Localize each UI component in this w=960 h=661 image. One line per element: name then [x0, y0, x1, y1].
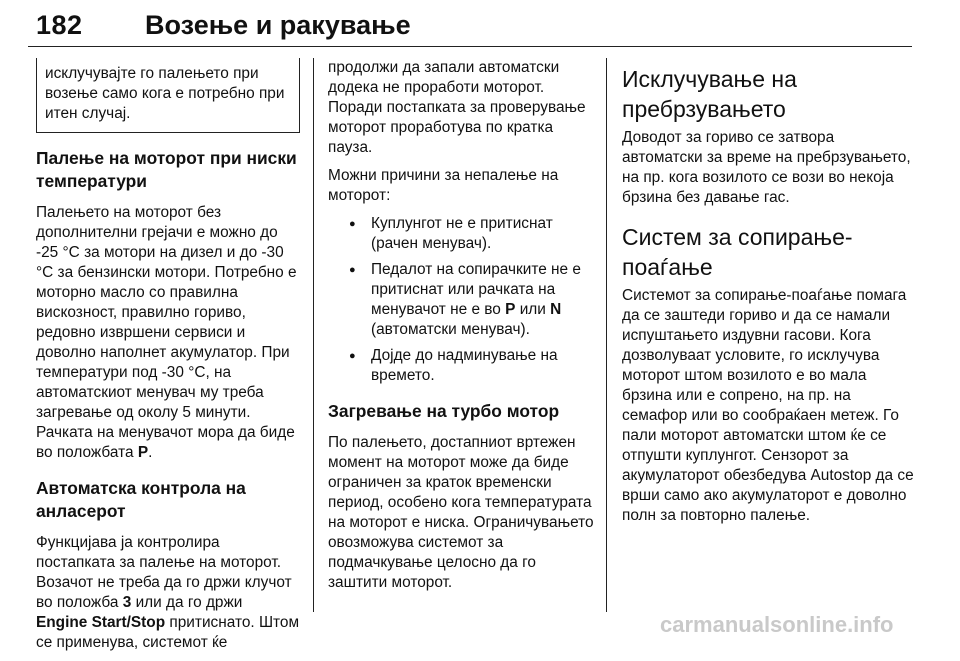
list-item: ● Дојде до надминување на времето.	[328, 346, 594, 386]
heading-stop-start: Систем за сопирање-поаѓање	[622, 224, 853, 280]
paragraph-causes: Можни причини за непалење на моторот:	[328, 167, 559, 204]
note-text: исклучувајте го палењето при возење само кога е потребно при итен случај.	[45, 65, 285, 122]
or-text: или	[519, 301, 546, 318]
auto-starter-text-a: Функцијава ја контролира постапката за палење на моторот. Возачот не треба да го држи клучот во положба	[36, 534, 292, 611]
cold-start-end: .	[148, 444, 153, 461]
heading-overrun-cutoff: Исклучување на пребрзувањето	[622, 66, 797, 122]
note-box	[36, 58, 300, 133]
column-middle	[328, 58, 594, 601]
column-left	[36, 58, 300, 661]
page-header	[28, 2, 912, 48]
paragraph-cold-start	[36, 203, 300, 463]
auto-starter-text-c: притиснато. Штом се применува, системот ќе	[36, 614, 300, 651]
header-rule	[28, 46, 912, 47]
heading-auto-starter: Автоматска контрола на анласерот	[36, 478, 246, 521]
gear-p-label: P	[505, 301, 516, 318]
paragraph-turbo-warmup: По палењето, достапниот вртежен момент на моторот може да биде ограничен за краток временски период, особено кога температурата на моторот е ниска. Ограничувањето овозможува системот за подмачкување целосно да го заштити моторот.	[328, 434, 594, 591]
heading-turbo-warmup: Загревање на турбо мотор	[328, 401, 560, 421]
paragraph-stop-start: Системот за сопирање-поаѓање помага да се заштеди гориво и да се намали испуштањето издувни гасови. Кога дозволуваат условите, го исклучува моторот штом возилото е во мала брзина или е сопрено, на пр. на семафор или во сообраќаен метеж. Го пали моторот автоматски штом ќе се отпушти куплунгот. Сензорот за акумулаторот обезбедува Autostop да се врши само ако акумулаторот е доволно полн за повторно палење.	[622, 287, 914, 524]
paragraph-continuation: продолжи да запали автоматски додека не проработи моторот. Поради постапката за проверување моторот проработува по кратка пауза.	[328, 59, 586, 156]
section-title: Возење и ракување	[145, 10, 411, 40]
watermark: carmanualsonline.info	[660, 612, 894, 637]
column-right	[622, 58, 918, 534]
column-divider-2	[606, 58, 607, 612]
heading-cold-start: Палење на моторот при ниски температури	[36, 148, 297, 191]
gear-p-label: P	[137, 444, 149, 461]
column-divider-1	[313, 58, 314, 612]
paragraph-auto-starter	[36, 533, 300, 653]
gear-n-label: N	[550, 301, 562, 318]
list-item-text: Педалот на сопирачките не е притиснат или рачката на менувачот не е во	[371, 261, 581, 318]
engine-start-stop-label: Engine Start/Stop	[36, 614, 166, 631]
auto-starter-text-b: или да го држи	[135, 594, 243, 611]
list-item	[328, 260, 594, 340]
page-number: 182	[36, 10, 83, 40]
list-item: ● Куплунгот не е притиснат (рачен менувач).	[328, 214, 594, 254]
paragraph-overrun-cutoff: Доводот за гориво се затвора автоматски за време на пребрзувањето, на пр. кога возилото се вози во некоја брзина без давање гас.	[622, 129, 911, 206]
key-position-3-label: 3	[122, 594, 132, 611]
list-item-text-end: (автоматски менувач).	[371, 321, 530, 338]
causes-list	[328, 214, 594, 386]
cold-start-text: Палењето на моторот без дополнителни грејачи е можно до -25 °C за мотори на дизел и до -30 °C за бензински мотори. Потребно е моторно масло со правилна вискозност, правилно гориво, редовно извршени сервиси и доволно наполнет акумулатор. При температури под -30 °C, на автоматскиот менувач му треба загревање од околу 5 минути. Рачката на менувачот мора да биде во положбата	[36, 204, 297, 461]
